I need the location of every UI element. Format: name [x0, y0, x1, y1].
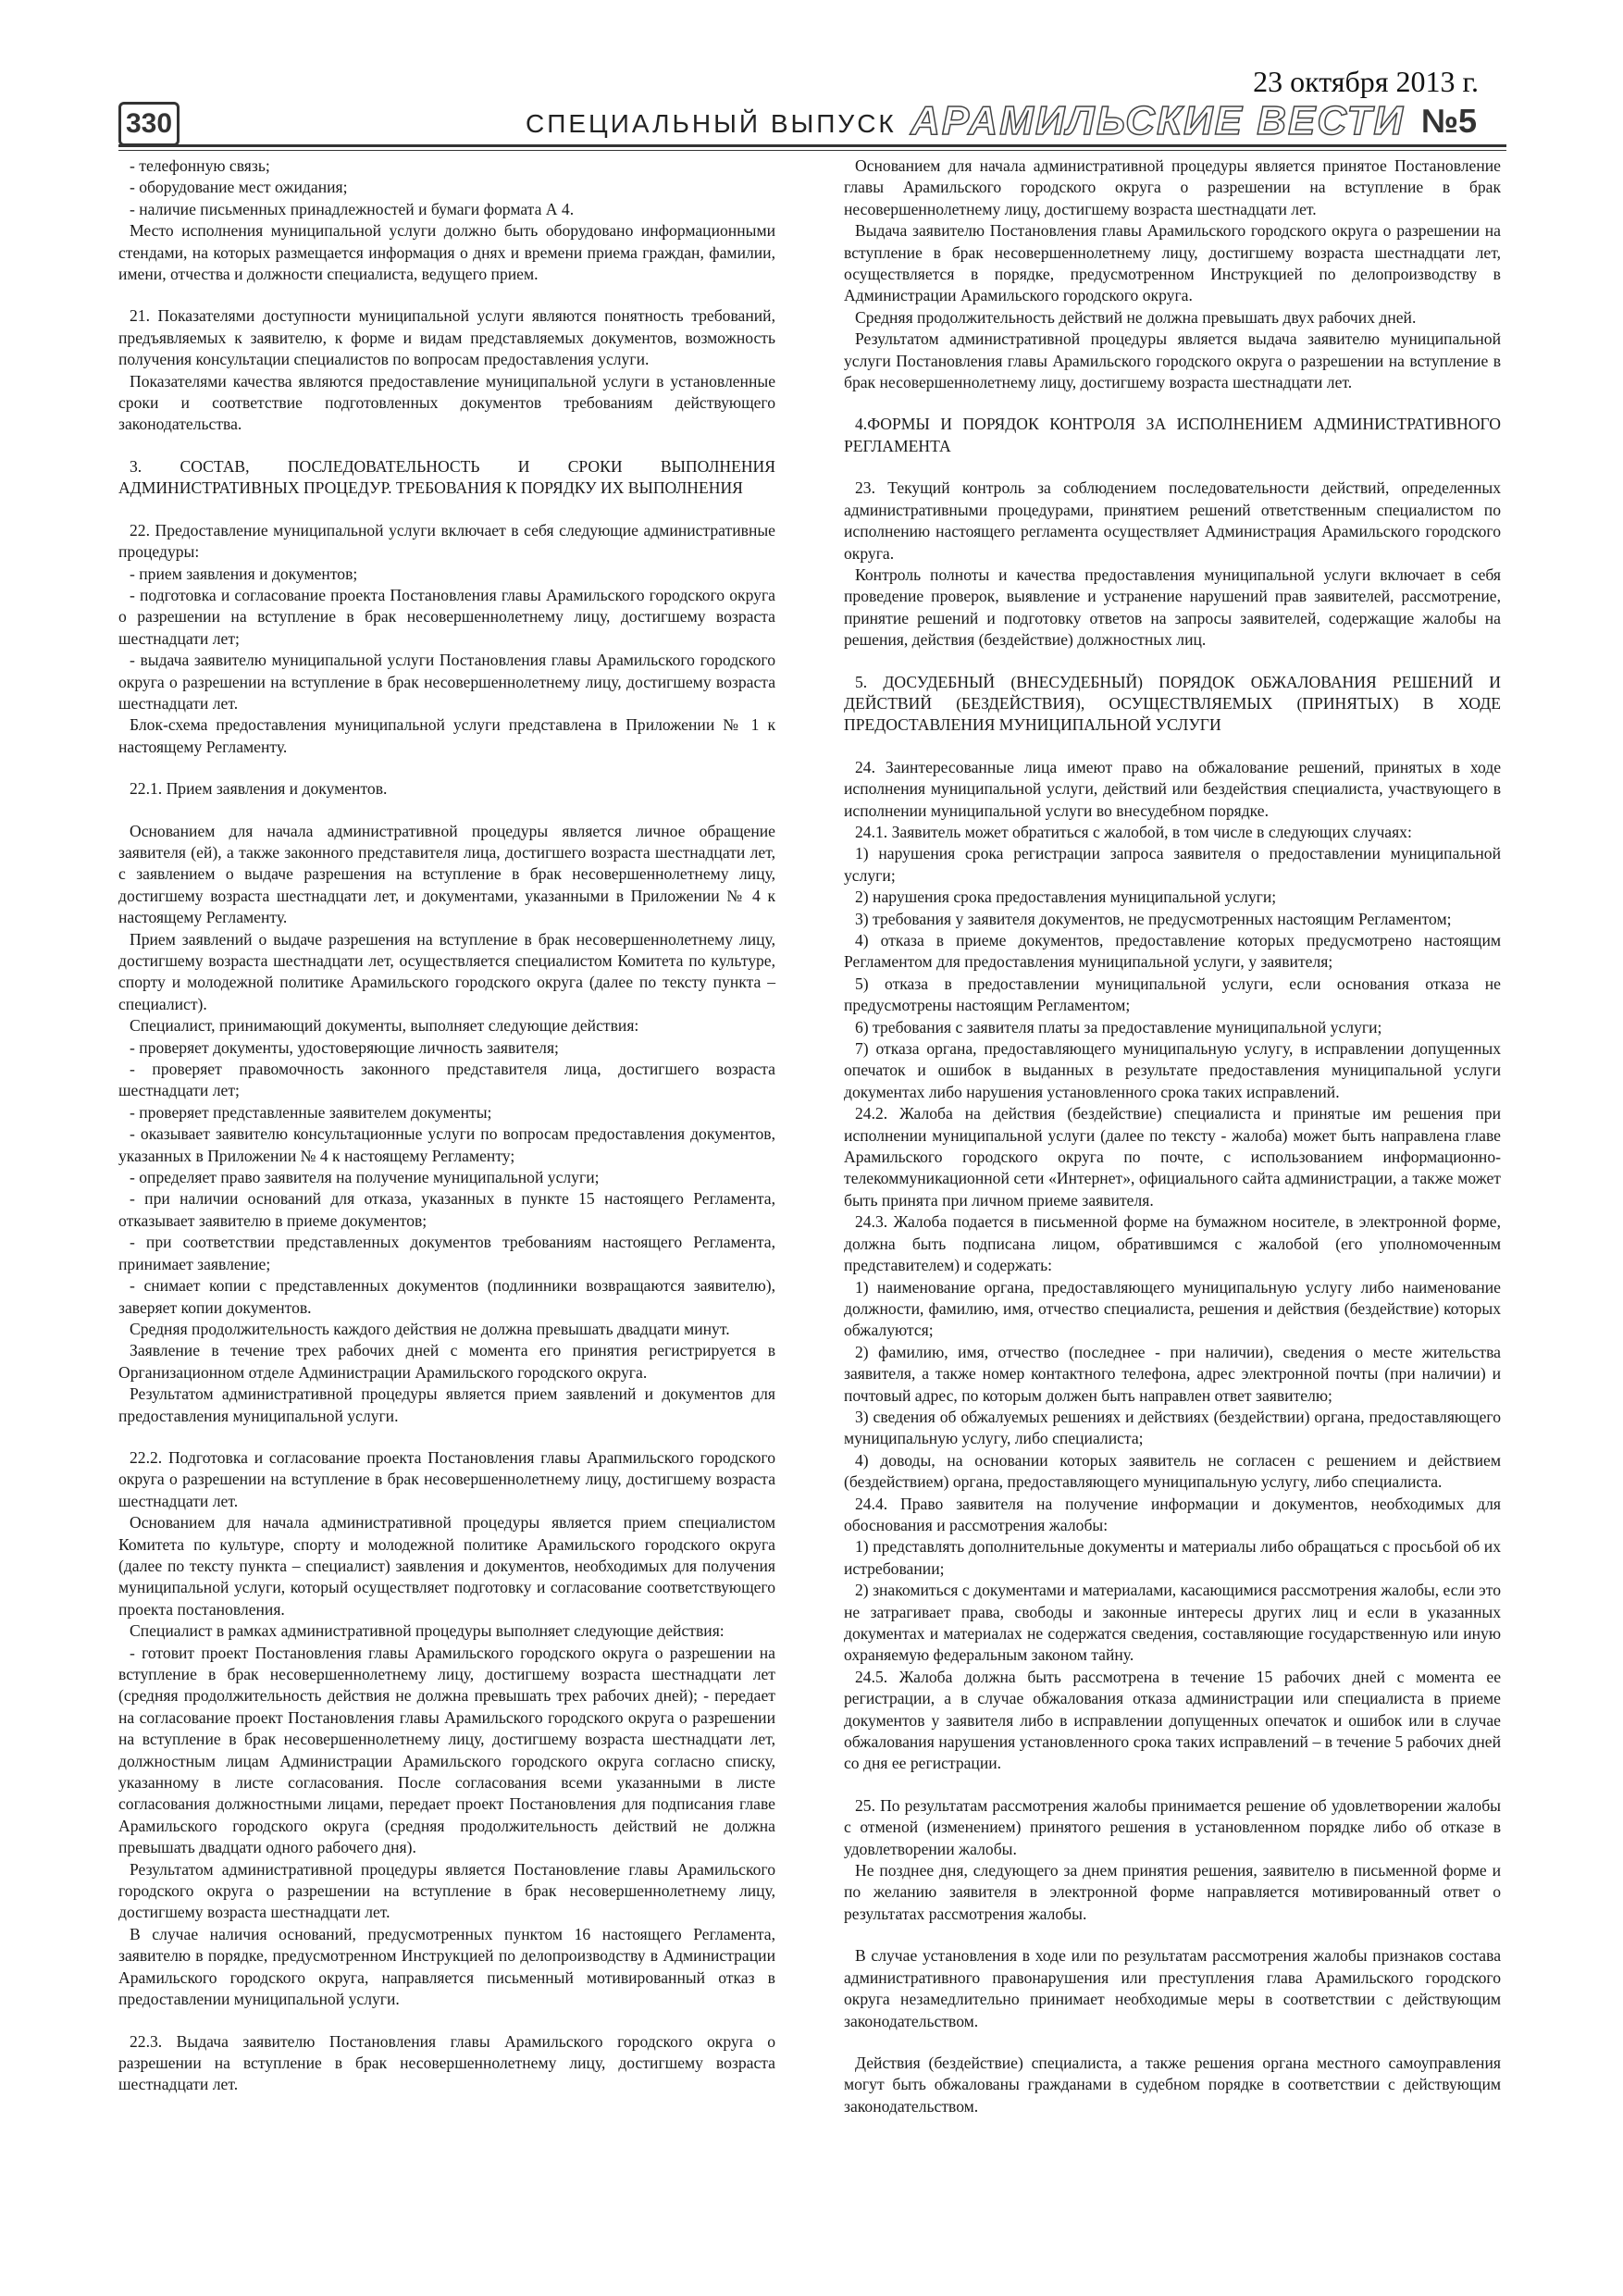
paragraph: 24.4. Право заявителя на получение информации и документов, необходимых для обоснования и рассмотрения жалобы: [844, 1494, 1501, 1534]
paragraph: 6) требования с заявителя платы за предоставление муниципальной услуги; [855, 1017, 1382, 1036]
paragraph: - подготовка и согласование проекта Постановления главы Арамильского городского округа о разрешении на вступление в брак несовершеннолетнему лицу, достигшему возраста шестнадцати лет; [118, 585, 775, 648]
paragraph: Показателями качества являются предоставление муниципальной услуги в установленные сроки и соответствие подготовленных документов требованиям действующего законодательства. [118, 371, 775, 434]
paragraph: Основанием для начала административной процедуры является прием специалистом Комитета по культуре, спорту и молодежной политике Арамильского городского округа (далее по тексту пункта – специалист) заявления и документов, необходимых для получения муниципальной услуги, который осуществляет подготовку и согласование соответствующего проекта постановления. [118, 1513, 775, 1619]
paragraph: - прием заявления и документов; [130, 564, 358, 583]
paragraph: Основанием для начала административной процедуры является принятое Постановление главы Арамильского городского округа о разрешении на вступление в брак несовершеннолетнему лицу, достигшему возраста шестнадцати лет. [844, 156, 1501, 218]
issue-number: №5 [1420, 102, 1477, 140]
subsection-heading: 22.3. Выдача заявителю Постановления главы Арамильского городского округа о разрешении на вступление в брак несовершеннолетнему лицу, достигшему возраста шестнадцати лет. [118, 2031, 775, 2094]
paragraph: 24.2. Жалоба на действия (бездействие) специалиста и принятые им решения при исполнении муниципальной услуги (далее по тексту - жалоба) может быть направлена главе Арамильского городского округа по почте, с использованием информационно-телекоммуникационной сети «Интернет», официального сайта администрации, а также может быть принята при личном приеме заявителя. [844, 1104, 1501, 1210]
paragraph: - оборудование мест ожидания; [130, 178, 348, 197]
section-heading: 4.ФОРМЫ И ПОРЯДОК КОНТРОЛЯ ЗА ИСПОЛНЕНИЕМ АДМИНИСТРАТИВНОГО РЕГЛАМЕНТА [844, 415, 1501, 455]
paragraph: 4) доводы, на основании которых заявитель не согласен с решением и действием (бездействием) органа, предоставляющего муниципальную услугу, либо специалиста. [844, 1450, 1501, 1492]
paragraph: - проверяет представленные заявителем документы; [130, 1102, 492, 1122]
paragraph: Контроль полноты и качества предоставления муниципальной услуги включает в себя проведение проверок, выявление и устранение нарушений прав заявителей, рассмотрение, принятие решений и подготовку ответов на запросы заявителей, содержащие жалобы на решения, действия (бездействие) должностных лиц. [844, 565, 1501, 650]
paragraph: - при соответствии представленных документов требованиям настоящего Регламента, принимает заявление; [118, 1233, 775, 1273]
paragraph: Прием заявлений о выдаче разрешения на вступление в брак несовершеннолетнему лицу, достигшему возраста шестнадцати лет, осуществляется специалистом Комитета по культуре, спорту и молодежной политике Арамильского городского округа (далее по тексту пункта – специалист). [118, 929, 775, 1013]
paragraph: В случае установления в ходе или по результатам рассмотрения жалобы признаков состава административного правонарушения или преступления глава Арамильского городского округа незамедлительно принимает необходимые меры в соответствии с действующим законодательством. [844, 1946, 1501, 2030]
paragraph: 21. Показателями доступности муниципальной услуги являются понятность требований, предъявляемых к заявителю, к форме и видам представляемых документов, возможность получения консультации специалистов по вопросам предоставления услуги. [118, 306, 775, 369]
paragraph: Специалист в рамках административной процедуры выполняет следующие действия: [130, 1621, 725, 1641]
paragraph: 5) отказа в предоставлении муниципальной услуги, если основания отказа не предусмотрены настоящим Регламентом; [844, 974, 1501, 1015]
paragraph: Заявление в течение трех рабочих дней с момента его принятия регистрируется в Организационном отделе Администрации Арамильского городского округа. [118, 1341, 775, 1382]
issue-date: 23 октября 2013 г. [1253, 65, 1479, 98]
paragraph: Выдача заявителю Постановления главы Арамильского городского округа о разрешении на вступление в брак несовершеннолетнему лицу, достигшему возраста шестнадцати лет, осуществляется в порядке, предусмотренном Инструкцией по делопроизводству в Администрации Арамильского городского округа. [844, 221, 1501, 305]
paragraph: 3) сведения об обжалуемых решениях и действиях (бездействии) органа, предоставляющего муниципальную услугу, либо специалиста; [844, 1407, 1501, 1448]
paragraph: - определяет право заявителя на получение муниципальной услуги; [130, 1168, 600, 1187]
paragraph: 25. По результатам рассмотрения жалобы принимается решение об удовлетворении жалобы с отменой (изменением) принятого решения в установленном порядке либо об отказе в удовлетворении жалобы. [844, 1795, 1501, 1858]
paragraph: 1) наименование органа, предоставляющего муниципальную услугу либо наименование должности, фамилию, имя, отчество специалиста, решения и действия (бездействие) которых обжалуются; [844, 1277, 1501, 1340]
right-column [844, 155, 1501, 2117]
paragraph: Блок-схема предоставления муниципальной услуги представлена в Приложении № 1 к настоящему Регламенту. [118, 715, 775, 756]
subsection-heading: 22.1. Прием заявления и документов. [130, 779, 388, 799]
paragraph: - готовит проект Постановления главы Арамильского городского округа о разрешении на вступление в брак несовершеннолетнему лицу, достигшему возраста шестнадцати лет (средняя продолжительность действия не должна превышать трех рабочих дней); - передает на согласование проект Постановления главы Арамильского городского округа о разрешении на вступление в брак несовершеннолетнему лицу, достигшему возраста шестнадцати лет, должностным лицам Администрации Арамильского городского округа согласно списку, указанному в листе согласования. После согласования всеми указанными в листе согласования должностными лицами, передает проект Постановления для подписания главе Арамильского городского округа (средняя продолжительность действий не должна превышать двадцати одного рабочего дня). [118, 1643, 775, 1857]
paragraph: - снимает копии с представленных документов (подлинники возвращаются заявителю), заверяет копии документов. [118, 1276, 775, 1317]
newspaper-title: АРАМИЛЬСКИЕ ВЕСТИ [911, 98, 1405, 143]
section-heading: 5. ДОСУДЕБНЫЙ (ВНЕСУДЕБНЫЙ) ПОРЯДОК ОБЖАЛОВАНИЯ РЕШЕНИЙ И ДЕЙСТВИЙ (БЕЗДЕЙСТВИЯ), ОСУЩЕСТВЛЯЕМЫХ (ПРИНЯТЫХ) В ХОДЕ ПРЕДОСТАВЛЕНИЯ МУНИЦИПАЛЬНОЙ УСЛУГИ [844, 672, 1501, 735]
paragraph: Средняя продолжительность действий не должна превышать двух рабочих дней. [855, 307, 1417, 327]
paragraph: Место исполнения муниципальной услуги должно быть оборудовано информационными стендами, на которых размещается информация о днях и времени приема граждан, фамилии, имени, отчества и должности специалиста, ведущего прием. [118, 221, 775, 284]
paragraph: - проверяет правомочность законного представителя лица, достигшего возраста шестнадцати лет; [118, 1060, 775, 1100]
paragraph: Специалист, принимающий документы, выполняет следующие действия: [130, 1016, 639, 1036]
paragraph: Не позднее дня, следующего за днем принятия решения, заявителю в письменной форме и по желанию заявителя в электронной форме направляется мотивированный ответ о результатах рассмотрения жалобы. [844, 1861, 1501, 1923]
paragraph: 2) нарушения срока предоставления муниципальной услуги; [855, 887, 1277, 907]
paragraph: 23. Текущий контроль за соблюдением последовательности действий, определенных административными процедурами, принятием решений ответственным специалистом по исполнению настоящего регламента осуществляет Администрация Арамильского городского округа. [844, 478, 1501, 563]
paragraph: Основанием для начала административной процедуры является личное обращение заявителя (ей), а также законного представителя лица, достигшего возраста шестнадцати лет, с заявлением о выдаче разрешения на вступление в брак несовершеннолетнему лицу, достигшему возраста шестнадцати лет, и документами, указанными в Приложении № 4 к настоящему Регламенту. [118, 821, 775, 927]
paragraph: 24.3. Жалоба подается в письменной форме на бумажном носителе, в электронной форме, должна быть подписана лицом, обратившимся с жалобой (его уполномоченным представителем) и содержать: [844, 1212, 1501, 1275]
page-header [118, 65, 1506, 153]
paragraph: 7) отказа органа, предоставляющего муниципальную услугу, в исправлении допущенных опечаток и ошибок в выданных в результате предоставления муниципальной услуги документах либо нарушения установленного срока таких исправлений. [844, 1039, 1501, 1101]
paragraph: - наличие письменных принадлежностей и бумаги формата А 4. [130, 199, 575, 218]
paragraph: 22. Предоставление муниципальной услуги включает в себя следующие административные процедуры: [118, 520, 775, 562]
paragraph: 1) нарушения срока регистрации запроса заявителя о предоставлении муниципальной услуги; [844, 844, 1501, 885]
paragraph: Действия (бездействие) специалиста, а также решения органа местного самоуправления могут быть обжалованы гражданами в судебном порядке в соответствии с действующим законодательством. [844, 2053, 1501, 2116]
paragraph: 2) знакомиться с документами и материалами, касающимися рассмотрения жалобы, если это не затрагивает права, свободы и законные интересы других лиц и если в указанных документах и материалах не содержатся сведения, составляющие государственную или иную охраняемую федеральным законом тайну. [844, 1581, 1501, 1665]
paragraph: 24. Заинтересованные лица имеют право на обжалование решений, принятых в ходе исполнения муниципальной услуги, действий или бездействия специалиста, участвующего в исполнении муниципальной услуги во внесудебном порядке. [844, 757, 1501, 820]
left-column [118, 155, 775, 2096]
section-heading: 3. СОСТАВ, ПОСЛЕДОВАТЕЛЬНОСТЬ И СРОКИ ВЫПОЛНЕНИЯ АДМИНИСТРАТИВНЫХ ПРОЦЕДУР. ТРЕБОВАНИЯ К ПОРЯДКУ ИХ ВЫПОЛНЕНИЯ [118, 456, 775, 498]
paragraph: 3) требования у заявителя документов, не предусмотренных настоящим Регламентом; [855, 909, 1452, 928]
paragraph: Результатом административной процедуры является Постановление главы Арамильского городского округа о разрешении на вступление в брак несовершеннолетнему лицу, достигшему возраста шестнадцати лет. [118, 1859, 775, 1922]
page-number: 330 [118, 102, 180, 146]
subsection-heading: 22.2. Подготовка и согласование проекта Постановления главы Арапмильского городского округа о разрешении на вступление в брак несовершеннолетнему лицу, достигшему возраста шестнадцати лет. [118, 1447, 775, 1510]
paragraph: 24.5. Жалоба должна быть рассмотрена в течение 15 рабочих дней с момента ее регистрации, а в случае обжалования отказа администрации или специалиста в приеме документов у заявителя либо в исправлении допущенных опечаток и ошибок или в случае обжалования нарушения установленного срока таких исправлений – в течение 5 рабочих дней со дня ее регистрации. [844, 1667, 1501, 1773]
header-rule-thin [118, 150, 1506, 151]
paragraph: - оказывает заявителю консультационные услуги по вопросам предоставления документов, указанных в Приложении № 4 к настоящему Регламенту; [118, 1124, 775, 1165]
paragraph: - выдача заявителю муниципальной услуги Постановления главы Арамильского городского округа о разрешении на вступление в брак несовершеннолетнему лицу, достигшему возраста шестнадцати лет. [118, 651, 775, 713]
section-title: СПЕЦИАЛЬНЫЙ ВЫПУСК [526, 109, 897, 138]
paragraph: - при наличии оснований для отказа, указанных в пункте 15 настоящего Регламента, отказывает заявителю в приеме документов; [118, 1189, 775, 1230]
paragraph: 1) представлять дополнительные документы и материалы либо обращаться с просьбой об их истребовании; [844, 1537, 1501, 1578]
paragraph: Результатом административной процедуры является прием заявлений и документов для предоставления муниципальной услуги. [118, 1384, 775, 1425]
paragraph: Средняя продолжительность каждого действия не должна превышать двадцати минут. [130, 1319, 730, 1338]
paragraph: - телефонную связь; [130, 156, 270, 175]
paragraph: 24.1. Заявитель может обратиться с жалобой, в том числе в следующих случаях: [855, 822, 1412, 841]
paragraph: Результатом административной процедуры является выдача заявителю муниципальной услуги Постановления главы Арамильского городского округа о разрешении на вступление в брак несовершеннолетнему лицу, достигшему возраста шестнадцати лет. [844, 329, 1501, 392]
paragraph: 2) фамилию, имя, отчество (последнее - при наличии), сведения о месте жительства заявителя, а также номер контактного телефона, адрес электронной почты (при наличии) и почтовый адрес, по которым должен быть направлен ответ заявителю; [844, 1342, 1501, 1405]
paragraph: В случае наличия оснований, предусмотренных пунктом 16 настоящего Регламента, заявителю в порядке, предусмотренном Инструкцией по делопроизводству в Администрации Арамильского городского округа, направляется письменный мотивированный отказ в предоставлении муниципальной услуги. [118, 1924, 775, 2009]
paragraph: - проверяет документы, удостоверяющие личность заявителя; [130, 1037, 559, 1057]
paragraph: 4) отказа в приеме документов, предоставление которых предусмотрено настоящим Регламентом для предоставления муниципальной услуги, у заявителя; [844, 931, 1501, 972]
header-rule [118, 144, 1506, 147]
